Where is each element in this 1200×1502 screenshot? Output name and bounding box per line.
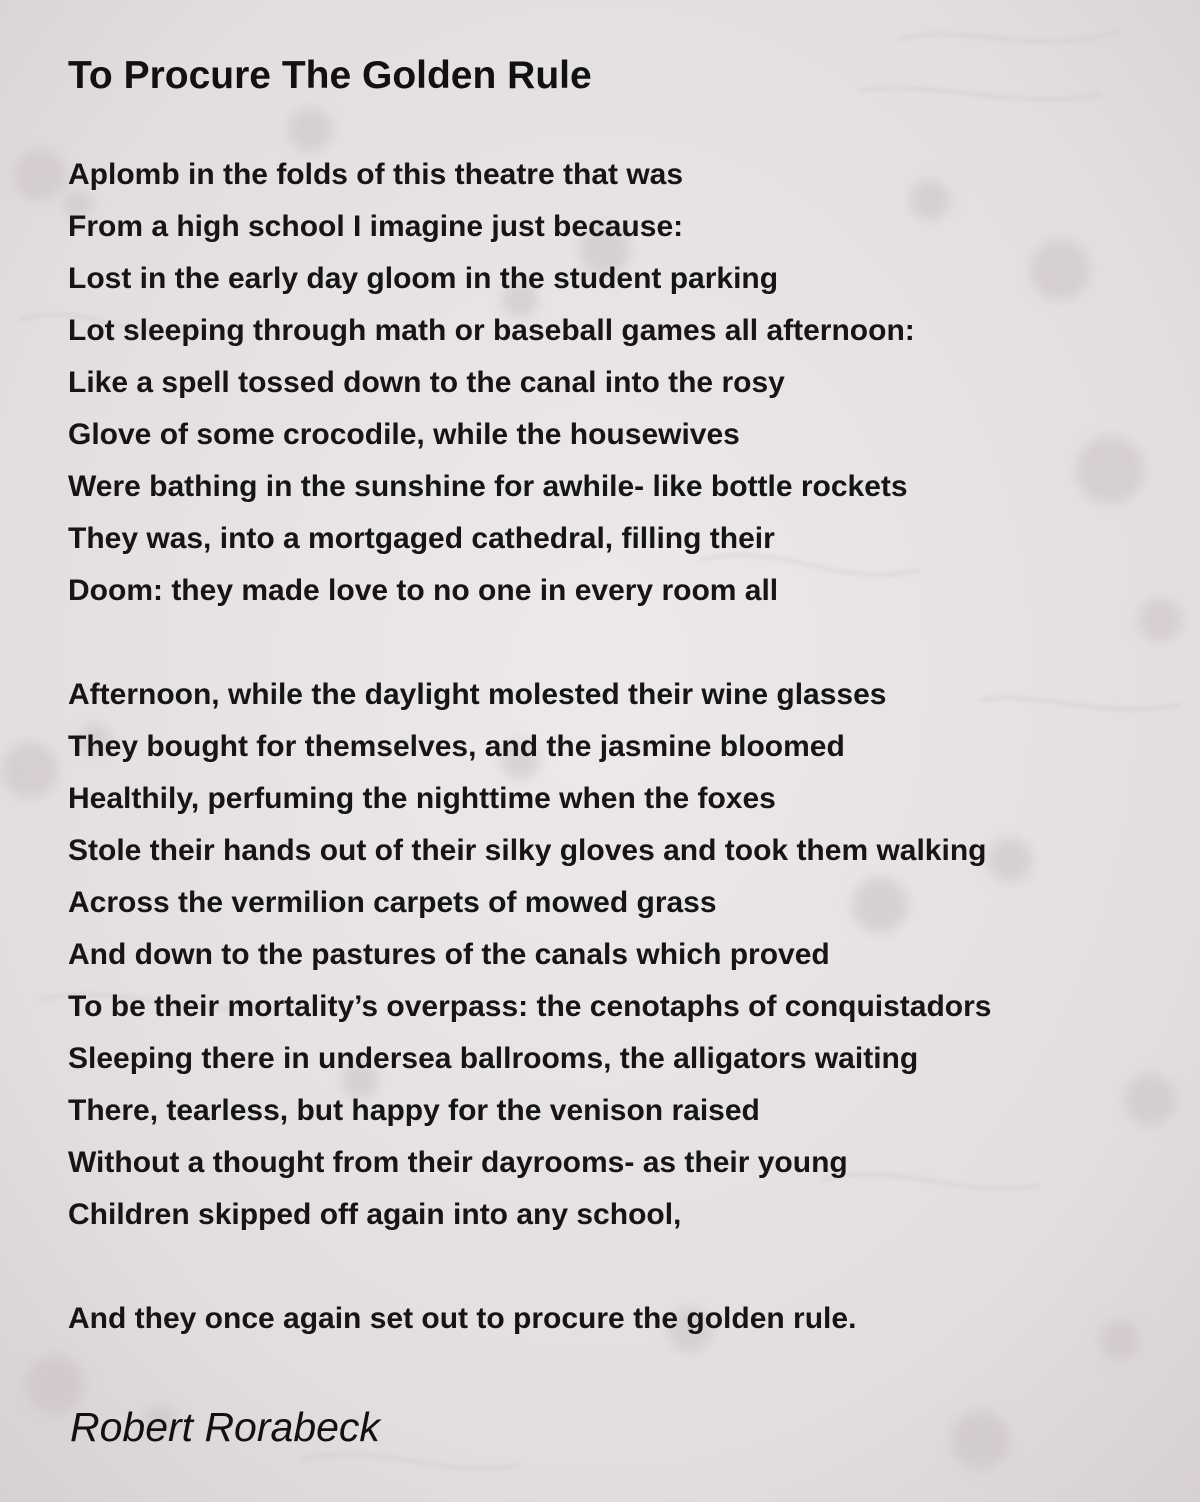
- poem-line: Were bathing in the sunshine for awhile- like bottle rockets: [68, 470, 908, 503]
- poem-line: Across the vermilion carpets of mowed grass: [68, 886, 717, 919]
- poem-line: From a high school I imagine just because:: [68, 210, 684, 243]
- poem-line: Children skipped off again into any school,: [68, 1198, 682, 1231]
- poem-stanza-2: [68, 669, 992, 1241]
- poem-line: Lot sleeping through math or baseball games all afternoon:: [68, 314, 915, 347]
- poem-line: They bought for themselves, and the jasmine bloomed: [68, 730, 845, 763]
- poem-line: And they once again set out to procure the golden rule.: [68, 1302, 857, 1335]
- poem-stanza-3: [68, 1293, 856, 1345]
- poem-line: Sleeping there in undersea ballrooms, the alligators waiting: [68, 1042, 919, 1075]
- poem-line: Like a spell tossed down to the canal into the rosy: [68, 366, 785, 399]
- poem-line: Afternoon, while the daylight molested their wine glasses: [68, 678, 887, 711]
- poem-line: They was, into a mortgaged cathedral, filling their: [68, 522, 775, 555]
- poem-stanza-1: [68, 149, 915, 617]
- poem-line: Doom: they made love to no one in every room all: [68, 574, 779, 607]
- poem-line: Aplomb in the folds of this theatre that was: [68, 158, 684, 191]
- poem-line: Stole their hands out of their silky gloves and took them walking: [68, 834, 987, 867]
- poem-title: To Procure The Golden Rule: [68, 54, 592, 97]
- poem-line: Lost in the early day gloom in the student parking: [68, 262, 779, 295]
- poem-line: Glove of some crocodile, while the housewives: [68, 418, 740, 451]
- poem-line: There, tearless, but happy for the venison raised: [68, 1094, 760, 1127]
- poem-line: And down to the pastures of the canals which proved: [68, 938, 830, 971]
- poem-line: To be their mortality’s overpass: the cenotaphs of conquistadors: [68, 990, 992, 1023]
- poem-line: Healthily, perfuming the nighttime when the foxes: [68, 782, 776, 815]
- poem-author: Robert Rorabeck: [70, 1404, 380, 1450]
- poem-line: Without a thought from their dayrooms- as their young: [68, 1146, 848, 1179]
